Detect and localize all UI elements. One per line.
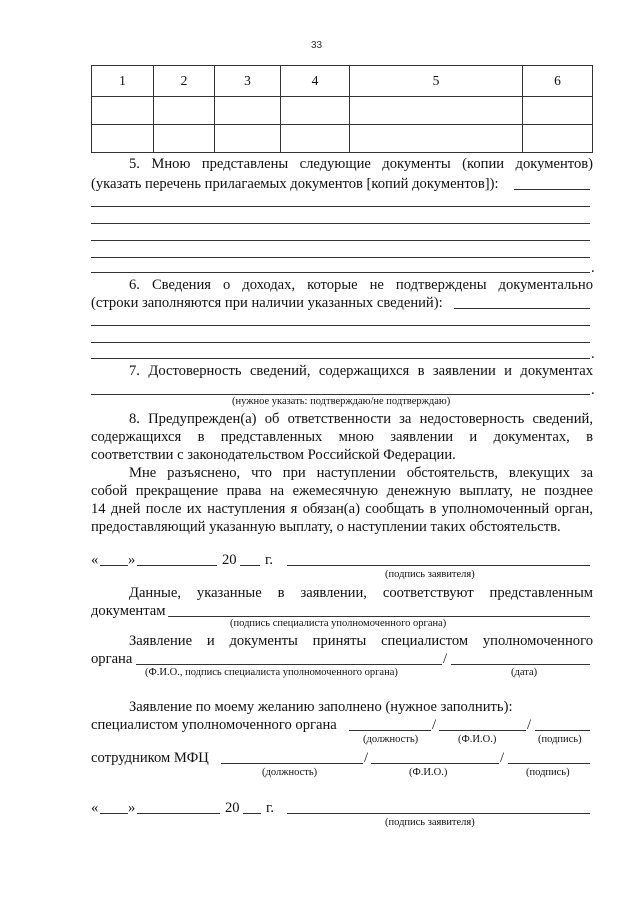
specialist-slash1: / bbox=[432, 717, 437, 733]
item6-line2: (строки заполняются при наличии указанных сведений): bbox=[91, 295, 443, 311]
table-header-cell: 3 bbox=[215, 66, 281, 97]
item6-end-period: . bbox=[591, 346, 595, 362]
item5-fill-line[interactable] bbox=[91, 240, 590, 241]
date2-open-quote: « bbox=[91, 800, 99, 816]
explained-line2: собой прекращение права на ежемесячную денежную выплату, не позднее bbox=[91, 483, 593, 499]
specialist-cap-name: (Ф.И.О.) bbox=[458, 734, 497, 745]
table-header-cell: 6 bbox=[523, 66, 593, 97]
applicant-signature-line[interactable] bbox=[287, 565, 590, 566]
mfc-slash1: / bbox=[364, 750, 369, 766]
item5-fill-line[interactable] bbox=[514, 189, 590, 190]
item7-end-period: . bbox=[591, 382, 595, 398]
filled-by-specialist: специалистом уполномоченного органа bbox=[91, 717, 337, 733]
table-cell[interactable] bbox=[92, 97, 154, 125]
applicant2-signature-line[interactable] bbox=[287, 813, 590, 814]
item5-fill-line[interactable] bbox=[91, 206, 590, 207]
documents-table bbox=[91, 65, 593, 153]
item5-line2: (указать перечень прилагаемых документов [копий документов]): bbox=[91, 176, 499, 192]
table-row bbox=[92, 97, 593, 125]
item5-fill-line[interactable] bbox=[91, 272, 590, 273]
mfc-signature-line[interactable] bbox=[508, 763, 590, 764]
item7-hint: (нужное указать: подтверждаю/не подтверждаю) bbox=[232, 396, 451, 407]
date-year-suffix: г. bbox=[265, 552, 273, 568]
table-cell[interactable] bbox=[523, 97, 593, 125]
item7-line1: 7. Достоверность сведений, содержащихся в заявлении и документах bbox=[129, 363, 593, 379]
item6-fill-line[interactable] bbox=[454, 308, 590, 309]
filled-by-mfc: сотрудником МФЦ bbox=[91, 750, 209, 766]
item6-fill-line[interactable] bbox=[91, 342, 590, 343]
date2-year-line[interactable] bbox=[243, 813, 261, 814]
accepted-caption-date: (дата) bbox=[511, 667, 538, 678]
item6-fill-line[interactable] bbox=[91, 358, 590, 359]
mfc-name-line[interactable] bbox=[371, 763, 499, 764]
table-cell[interactable] bbox=[281, 125, 350, 153]
data-match-line1: Данные, указанные в заявлении, соответствуют представленным bbox=[129, 585, 593, 601]
mfc-slash2: / bbox=[500, 750, 505, 766]
table-header-row bbox=[92, 66, 593, 97]
date-year-prefix: 20 bbox=[222, 552, 237, 568]
specialist-signature-line[interactable] bbox=[535, 730, 590, 731]
accepted-name-line[interactable] bbox=[136, 664, 442, 665]
date2-year-suffix: г. bbox=[266, 800, 274, 816]
accepted-line2: органа bbox=[91, 651, 133, 667]
specialist-name-line[interactable] bbox=[439, 730, 526, 731]
mfc-cap-name: (Ф.И.О.) bbox=[409, 767, 448, 778]
table-header-cell: 2 bbox=[154, 66, 215, 97]
table-cell[interactable] bbox=[350, 125, 523, 153]
mfc-cap-position: (должность) bbox=[262, 767, 318, 778]
table-cell[interactable] bbox=[92, 125, 154, 153]
date-year-line[interactable] bbox=[240, 565, 260, 566]
date-close-quote: » bbox=[128, 552, 136, 568]
table-cell[interactable] bbox=[154, 125, 215, 153]
page-number: 33 bbox=[311, 40, 323, 51]
filled-by-title: Заявление по моему желанию заполнено (нужное заполнить): bbox=[129, 699, 513, 715]
item5-fill-line[interactable] bbox=[91, 223, 590, 224]
item7-fill-line[interactable] bbox=[91, 394, 590, 395]
table-cell[interactable] bbox=[215, 97, 281, 125]
date-day-line[interactable] bbox=[100, 565, 128, 566]
date2-day-line[interactable] bbox=[100, 813, 128, 814]
accepted-caption-name: (Ф.И.О., подпись специалиста уполномоченного органа) bbox=[145, 667, 398, 678]
date-month-line[interactable] bbox=[137, 565, 217, 566]
date2-month-line[interactable] bbox=[137, 813, 220, 814]
item5-line1: 5. Мною представлены следующие документы (копии документов) bbox=[129, 156, 593, 172]
date2-year-prefix: 20 bbox=[225, 800, 240, 816]
data-match-caption: (подпись специалиста уполномоченного органа) bbox=[230, 618, 447, 629]
specialist-cap-position: (должность) bbox=[363, 734, 419, 745]
specialist-slash2: / bbox=[527, 717, 532, 733]
table-header-cell: 5 bbox=[350, 66, 523, 97]
table-cell[interactable] bbox=[350, 97, 523, 125]
specialist-cap-signature: (подпись) bbox=[538, 734, 582, 745]
accepted-slash: / bbox=[443, 651, 448, 667]
table-cell[interactable] bbox=[154, 97, 215, 125]
table-row bbox=[92, 125, 593, 153]
applicant-signature-caption: (подпись заявителя) bbox=[385, 569, 475, 580]
item8-line3: соответствии с законодательством Российской Федерации. bbox=[91, 447, 456, 463]
item8-line1: 8. Предупрежден(а) об ответственности за недостоверность сведений, bbox=[129, 411, 593, 427]
table-cell[interactable] bbox=[281, 97, 350, 125]
item5-fill-line[interactable] bbox=[91, 257, 590, 258]
accepted-date-line[interactable] bbox=[451, 664, 590, 665]
explained-line4: предоставляющий указанную выплату, о наступлении таких обстоятельств. bbox=[91, 519, 561, 535]
data-match-line2: документам bbox=[91, 603, 166, 619]
explained-line3: 14 дней после их наступления я обязан(а) сообщать в уполномоченный орган, bbox=[91, 501, 593, 517]
item5-end-period: . bbox=[591, 260, 595, 276]
date-open-quote: « bbox=[91, 552, 99, 568]
specialist-position-line[interactable] bbox=[349, 730, 431, 731]
date2-close-quote: » bbox=[128, 800, 136, 816]
item6-fill-line[interactable] bbox=[91, 325, 590, 326]
item6-line1: 6. Сведения о доходах, которые не подтверждены документально bbox=[129, 277, 593, 293]
explained-line1: Мне разъяснено, что при наступлении обстоятельств, влекущих за bbox=[129, 465, 593, 481]
mfc-cap-signature: (подпись) bbox=[526, 767, 570, 778]
item8-line2: содержащихся в представленных мною заявлении и документах, в bbox=[91, 429, 593, 445]
data-match-signature-line[interactable] bbox=[168, 616, 590, 617]
accepted-line1: Заявление и документы приняты специалистом уполномоченного bbox=[129, 633, 593, 649]
table-cell[interactable] bbox=[215, 125, 281, 153]
mfc-position-line[interactable] bbox=[221, 763, 363, 764]
table-header-cell: 1 bbox=[92, 66, 154, 97]
table-header-cell: 4 bbox=[281, 66, 350, 97]
table-cell[interactable] bbox=[523, 125, 593, 153]
applicant2-signature-caption: (подпись заявителя) bbox=[385, 817, 475, 828]
